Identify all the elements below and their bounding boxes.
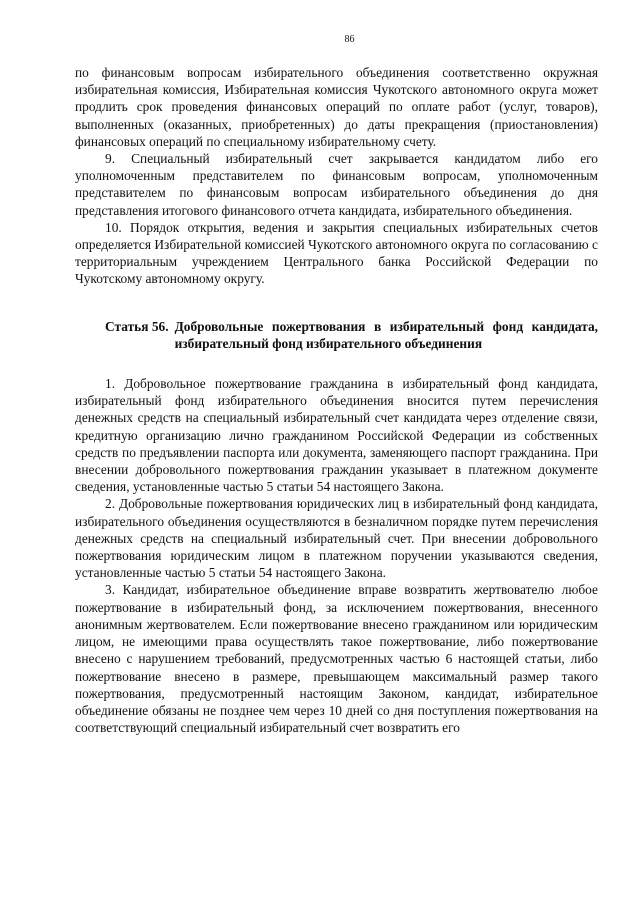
article-heading bbox=[105, 318, 598, 352]
article-number: Статья 56. bbox=[105, 318, 169, 334]
paragraph-item-1: 1. Добровольное пожертвование гражданина в избирательный фонд кандидата, избирательный фонд избирательного объединения вносится путем перечисления денежных средств на специальный избирательный счет кандидата через отделение связи, кредитную организацию лично гражданином Российской Федерации из собственных средств по предъявлении паспорта или документа, заменяющего паспорт гражданина. При внесении добровольного пожертвования гражданин указывает в платежном документе сведения, установленные частью 5 статьи 54 настоящего Закона. bbox=[75, 376, 598, 495]
article-title: Добровольные пожертвования в избирательный фонд кандидата, избирательный фонд избирательного объединения bbox=[174, 318, 598, 351]
paragraph-item-9: 9. Специальный избирательный счет закрывается кандидатом либо его уполномоченным представителем по финансовым вопросам, уполномоченным представителем по финансовым вопросам избирательного объединения до дня представления итогового финансового отчета кандидата, избирательного объединения. bbox=[75, 151, 598, 218]
paragraph-item-10: 10. Порядок открытия, ведения и закрытия специальных избирательных счетов определяется Избирательной комиссией Чукотского автономного округа по согласованию с территориальным учреждением Центрального банка Российской Федерации по Чукотскому автономному округу. bbox=[75, 219, 598, 287]
page-number: 86 bbox=[344, 34, 355, 45]
paragraph-continuation: по финансовым вопросам избирательного объединения соответственно окружная избирательная комиссия, Избирательная комиссия Чукотского автономного округа может продлить срок проведения финансовых операций по оплате работ (услуг, товаров), выполненных (оказанных, приобретенных) до даты прекращения (приостановления) финансовых операций по специальному избирательному счету. bbox=[75, 65, 598, 149]
paragraph-item-2: 2. Добровольные пожертвования юридических лиц в избирательный фонд кандидата, избирательного объединения осуществляются в безналичном порядке путем перечисления денежных средств на специальный избирательный счет. При внесении добровольного пожертвования юридическим лицом в платежном поручении указываются сведения, установленные частью 5 статьи 54 настоящего Закона. bbox=[75, 496, 598, 581]
paragraph-item-3: 3. Кандидат, избирательное объединение вправе возвратить жертвователю любое пожертвование в избирательный фонд, за исключением пожертвования, внесенного анонимным жертвователем. Если пожертвование внесено гражданином или юридическим лицом, не имеющими права осуществлять такое пожертвование, либо пожертвование внесено с нарушением требований, предусмотренных частью 6 настоящей статьи, либо пожертвование внесено в размере, превышающем максимальный размер такого пожертвования, предусмотренный настоящим Законом, кандидат, избирательное объединение обязаны не позднее чем через 10 дней со дня поступления пожертвования на соответствующий специальный избирательный счет возвратить его bbox=[75, 582, 598, 736]
